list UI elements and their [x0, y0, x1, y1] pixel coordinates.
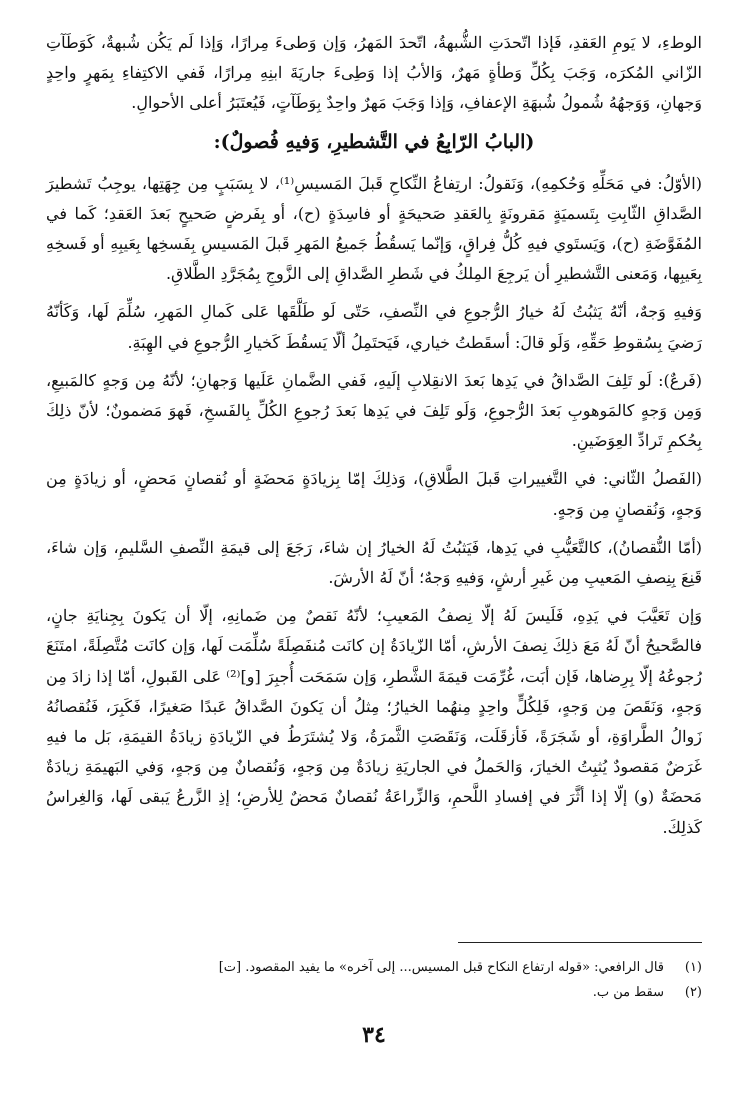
page-number: ٣٤ [362, 1022, 386, 1048]
page-body [46, 28, 702, 843]
paragraph-second-section: (الفَصلُ الثّاني: في التَّغييراتِ قَبلَ الطَّلاقِ)، وَذلِكَ إمّا بِزيادَةٍ مَحضَةٍ أو نُقصانٍ مَحضٍ، أو زيادَةٍ مِن وَجهٍ، وَنُقصانٍ مِن وَجهٍ. [46, 469, 702, 519]
spacer [46, 456, 702, 464]
footnote-number: (١) [684, 960, 702, 975]
paragraph-defect: وَإن تَعَيَّبَ في يَدِهِ، فَلَيسَ لَهُ إلّا نِصفُ المَعيبِ؛ لأنّهُ نَقصٌ مِن ضَمانِهِ، إلّا أن يَكونَ بِجِنايَةِ جانٍ، فالصَّحيحُ أنّ لَهُ مَعَ ذلِكَ نِصفَ الأرشِ، أمّا الزّيادَةُ إن كانَت مُنفَصِلَةً سُلِّمَت لَها، وَإن كانَت مُتَّصِلَةً، امتَنَعَ رُجوعُهُ إلّا بِرِضاها، فَإن أبَت، غُرِّمَت قيمَةَ الشَّطرِ، وَإن سَمَحَت أُجبِرَ [و]⁽²⁾ عَلى القَبولِ، أمّا إذا زادَ مِن وَجهٍ، وَنَقَصَ مِن وَجهٍ، فَلِكُلٍّ واحِدٍ مِنهُما الخيارُ؛ مِثلُ أن يَكونَ الصَّداقُ عَبدًا صَغيرًا، فَكَبِرَ، فَنُقصانُهُ زَوالُ الطَّراوَةِ، أو شَجَرَةً، فَأزقَلَت، وَنَقَصَتِ الثَّمرَةُ، وَلا يُشتَرَطُ في الزّيادَةِ زيادَةُ القيمَةِ، بَل ما فيهِ غَرَضٌ مَقصودٌ يُثبِتُ الخيارَ، وَالحَملُ في الجاريَةِ زيادَةٌ مِن وَجهٍ، وَنُقصانٌ مِن وَجهٍ، وَفي البَهيمَةِ زيادَةٌ مَحضَةٌ (و) إلّا إذا أثَّرَ في إفسادِ اللَّحمِ، وَالزِّراعَةُ نُقصانٌ مَحضٌ لِلأرضِ؛ إذِ الزَّرعُ يَبقى لَها، وَالغِراسُ كَذلِكَ. [46, 606, 703, 837]
footnote-1 [46, 955, 702, 980]
footnote-text: سقط من ب. [592, 985, 664, 1000]
paragraph-first-section: (الأوّلُ: في مَحَلِّهِ وَحُكمِهِ)، وَنَقولُ: ارتِفاعُ النِّكاحِ قَبلَ المَسيسِ⁽¹⁾، لا بِسَبَبٍ مِن جِهَتِها، يوجِبُ تَشطيرَ الصَّداقِ الثّابِتِ بِتَسميَةٍ مَقرونَةٍ بِالعَقدِ صَحيحَةٍ أو فاسِدَةٍ (ح)، أو بِفَرضٍ صَحيحٍ بَعدَ العَقدِ؛ كَما في المُفَوَّضَةِ (ح)، وَيَستَوي فيهِ كُلُّ فِراقٍ، وَإنّما يَسقُطُ جَميعُ المَهرِ قَبلَ المَسيسِ بِفَسخِها بِعَيبِهِ أو فَسخِهِ بِعَيبِها، وَمَعنى التَّشطيرِ أن يَرجِعَ المِلكُ في شَطرِ الصَّداقِ إلى الزَّوجِ بِمُجَرَّدِ الطَّلاقِ. [46, 173, 702, 284]
spacer [46, 358, 702, 366]
spacer [46, 525, 702, 533]
footnotes [46, 942, 702, 1005]
footnote-number: (٢) [684, 985, 702, 1000]
paragraph-decrease: (أمّا النُّقصانُ)، كالتَّعَيُّبِ في يَدِها، فَيَثبُتُ لَهُ الخيارُ إن شاءَ، رَجَعَ إلى قيمَةِ النِّصفِ السَّليمِ، وَإن شاءَ، قَنِعَ بِنِصفِ المَعيبِ مِن غَيرِ أرشٍ، وَفيهِ وَجهٌ؛ أنّ لَهُ الأرشَ. [46, 537, 702, 588]
footnote-2 [46, 980, 702, 1005]
chapter-heading: (البابُ الرّابِعُ في التَّشطيرِ، وَفيهِ فُصولٌ): [213, 130, 535, 153]
footnote-text: قال الرافعي: «قوله ارتفاع النكاح قبل المسيس... إلى آخره» ما يفيد المقصود. [ت] [218, 960, 664, 975]
spacer [46, 289, 702, 297]
paragraph-intro: الوطءِ، لا يَومِ العَقدِ، فَإذا اتّحدَتِ الشُّبهةُ، اتّحدَ المَهرُ، وَإن وَطىءَ مِرارًا، وَإذا لَم يَكُن شُبهةٌ، كَوَطَآتِ الزّاني المُكرَه، وَجَبَ بِكُلِّ وَطأةٍ مَهرٌ، وَالأبُ إذا وَطِىءَ جاريَةَ ابنِهِ مِرارًا، فَفي الاكتِفاءِ بِمَهرٍ واحِدٍ وَجهانِ، وَوَجهُهُ شُمولُ شُبهَةِ الإعفافِ، وَإذا وَجَبَ مَهرٌ واحِدٌ بِوَطَآتٍ، فَيُعتَبَرُ أعلى الأحوالِ. [46, 33, 703, 113]
paragraph-aspect: وَفيهِ وَجهٌ، أنّهُ يَثبُتُ لَهُ خيارُ الرُّجوعِ في النِّصفِ، حَتّى لَو طَلَّقَها عَلى كَمالِ المَهرِ، سُلِّمَ لَها، وَكَأنّهُ رَضيَ بِسُقوطِ حَقِّهِ، وَلَو قالَ: أسقَطتُ خياري، فَيَحتَمِلُ ألّا يَسقُطَ كَخيارِ الرُّجوعِ في الهِبَةِ. [46, 302, 702, 352]
footnote-divider [458, 942, 702, 943]
spacer [46, 593, 702, 601]
paragraph-branch: (فَرعٌ): لَو تَلِفَ الصَّداقُ في يَدِها بَعدَ الانقِلابِ إلَيهِ، فَفي الضَّمانِ عَلَيها وَجهانِ؛ لأنّهُ مِن وَجهٍ كالمَبيعِ، وَمِن وَجهٍ كالمَوهوبِ بَعدَ الرُّجوعِ، وَلَو تَلِفَ في يَدِها بَعدَ رُجوعِ الكُلِّ بِالفَسخِ، فَهوَ مَضمونٌ؛ لأنّ ذلِكَ بِحُكمِ تَرادِّ العِوَضَينِ. [46, 370, 702, 451]
